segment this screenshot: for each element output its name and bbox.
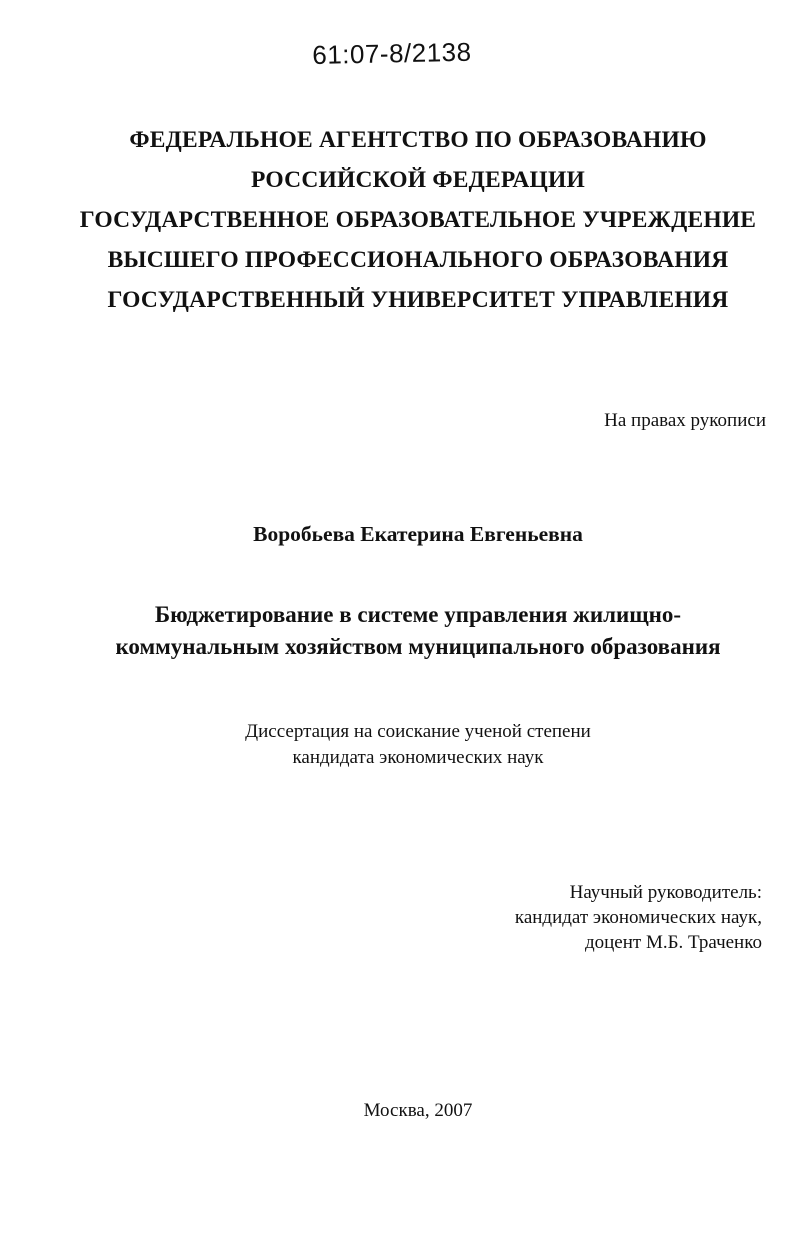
supervisor-name: доцент М.Б. Траченко <box>584 932 762 953</box>
degree-line-2: кандидата экономических наук <box>292 747 544 768</box>
author-name: Воробьева Екатерина Евгеньевна <box>253 522 583 546</box>
supervisor-block <box>515 880 762 955</box>
organization-line-3: ГОСУДАРСТВЕННОЕ ОБРАЗОВАТЕЛЬНОЕ УЧРЕЖДЕНИЕ <box>79 207 757 233</box>
dissertation-title-line-1: Бюджетирование в системе управления жилищно- <box>154 602 682 627</box>
organization-line-2: РОССИЙСКОЙ ФЕДЕРАЦИИ <box>251 167 585 193</box>
organization-line-1: ФЕДЕРАЛЬНОЕ АГЕНТСТВО ПО ОБРАЗОВАНИЮ <box>129 127 707 153</box>
degree-line-1: Диссертация на соискание ученой степени <box>245 721 591 742</box>
dissertation-title-line-2: коммунальным хозяйством муниципального образования <box>115 634 721 659</box>
manuscript-rights-note: На правах рукописи <box>604 410 766 431</box>
supervisor-degree: кандидат экономических наук, <box>514 907 762 928</box>
organization-line-5: ГОСУДАРСТВЕННЫЙ УНИВЕРСИТЕТ УПРАВЛЕНИЯ <box>107 287 729 313</box>
organization-line-4: ВЫСШЕГО ПРОФЕССИОНАЛЬНОГО ОБРАЗОВАНИЯ <box>107 247 729 273</box>
place-and-year: Москва, 2007 <box>363 1100 473 1121</box>
supervisor-label: Научный руководитель: <box>569 882 762 903</box>
registry-stamp: 61:07-8/2138 <box>312 36 472 70</box>
